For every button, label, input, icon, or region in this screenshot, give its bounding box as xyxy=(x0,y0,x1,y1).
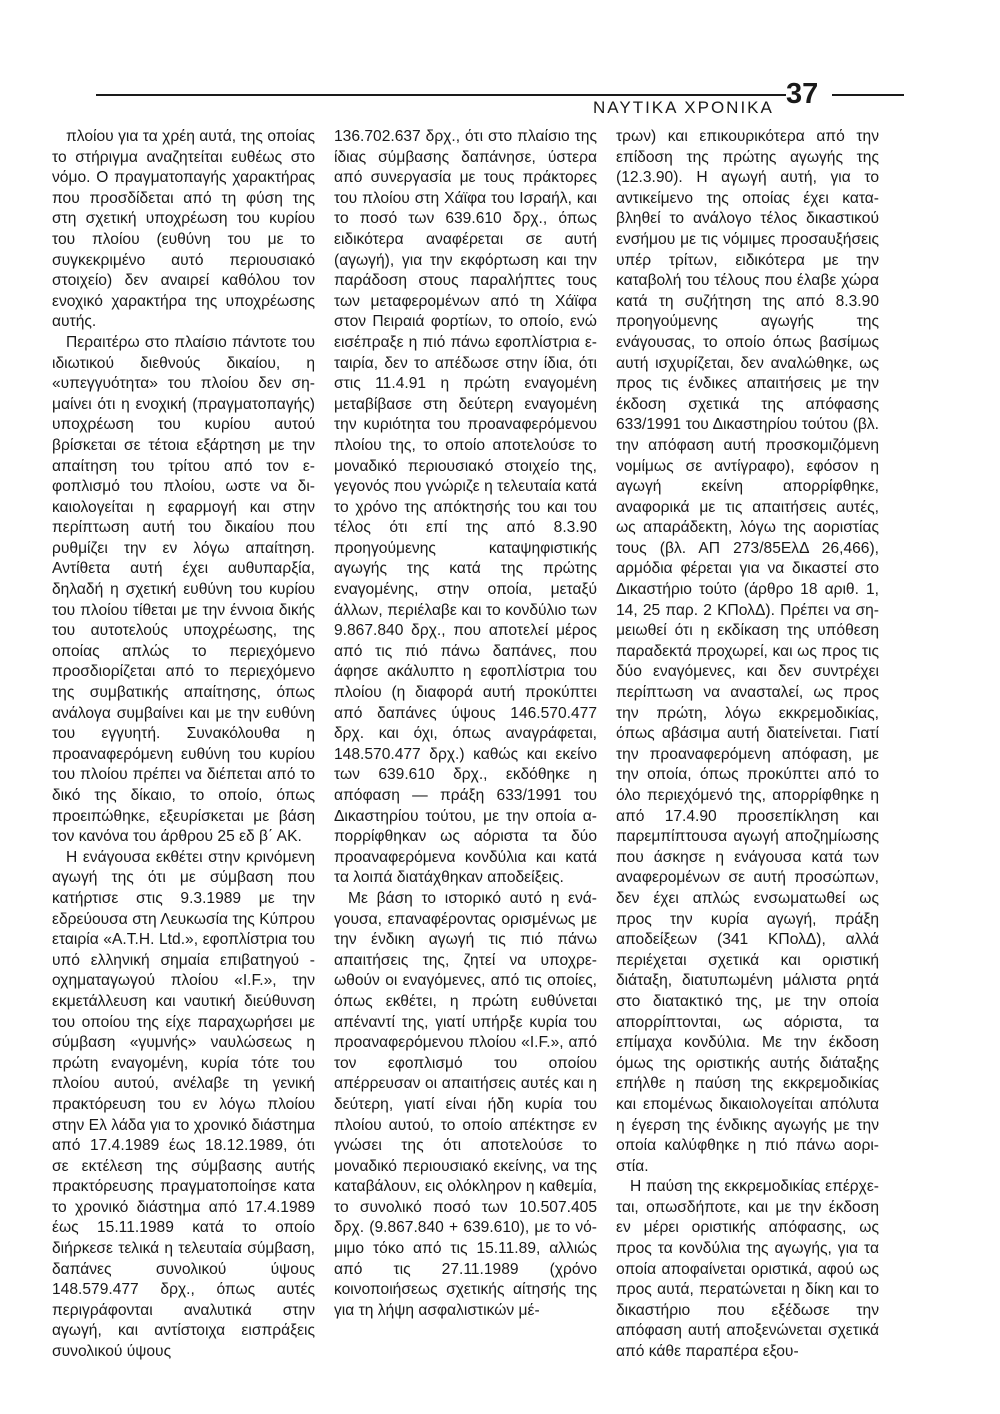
paragraph: Η παύση της εκκρεμοδικίας επέρχεται, οπωσδήποτε, και με την έκδοση εν μέρει οριστικής απόφασης, ως προς τα κονδύλια της αγωγής, για τα οποία αποφαίνεται οριστικά, αφού ως προς αυτά, περατώνεται η δίκη και το δικαστήριο που εξέδωσε την απόφαση αυτή αποξενώνεται σχετικά από κάθε παραπέρα εξου- xyxy=(616,1178,879,1361)
paragraph: τρων) και επικουρικότερα από την επίδοση της πρώτης αγωγής της (12.3.90). Η αγωγή αυτή, για το αντικείμενο της οποίας έχει καταβληθεί το ανάλογο τέλος δικαστικού ενσήμου με τις νόμιμες προσαυξήσεις υπέρ τρίτων, ειδικότερα με την καταβολή του τέλους που έλαβε χώρα κατά τη συζήτηση της από 8.3.90 προηγούμενης αγωγής της ενάγουσας, το οποίο όπως βασίμως αυτή ισχυρίζεται, δεν αναλώθηκε, ως προς τις ένδικες απαιτήσεις με την έκδοση σχετικά της απόφασης 633/1991 του Δικαστηρίου τούτου (βλ. την απόφαση αυτή προσκομιζόμενη νομίμως σε αντίγραφο), εφόσον η αγωγή εκείνη απορρίφθηκε, αναφορικά με τις απαιτήσεις αυτές, ως απαράδεκτη, λόγω της αοριστίας τους (βλ. ΑΠ 273/85ΕλΔ 26,466), αρμόδια φέρεται για να δικαστεί στο Δικαστήριο τούτο (άρθρο 18 αριθ. 1, 14, 25 παρ. 2 ΚΠολΔ). Πρέπει να σημειωθεί ότι η εκδίκαση της υπόθεση παραδεκτά προχωρεί, και ως προς τις δύο εναγόμενες, και δεν συντρέχει περίπτωση να ανασταλεί, ως προς την πρώτη, λόγω εκκρεμοδικίας, όπως αβάσιμα αυτή διατείνεται. Γιατί την προαναφερόμενη απόφαση, με την οποία, όπως προκύπτει από το όλο περιεχόμενό της, απορρίφθηκε η από 17.4.90 προσεπίκληση και παρεμπίπτουσα αγωγή αποζημίωσης που άσκησε η ενάγουσα κατά των αναφερομένων σε αυτή προσώπων, δεν έχει απλώς ενσωματωθεί ως προς την κυρία αγωγή, πράξη αποδείξεων (341 ΚΠολΔ), αλλά περιέχεται σχετικά και οριστική διάταξη, διατυπωμένη μάλιστα ρητά στο διατακτικό της, με την οποία απορρίπτονται, ως αόριστα, τα επίμαχα κονδύλια. Με την έκδοση όμως της οριστικής αυτής διάταξης επήλθε η παύση της εκκρεμοδικίας και επομένως δικαιολογείται απόλυτα η έγερση της ένδικης αγωγής με την οποία καλύφθηκε η πιό πάνω αοριστία. xyxy=(616,128,879,1175)
page-number: 37 xyxy=(786,78,819,110)
paragraph: 136.702.637 δρχ., ότι στο πλαίσιο της ίδιας σύμβασης δαπάνησε, ύστερα από συνεργασία με τους πράκτορες του πλοίου στη Χάϊφα του Ισραήλ, και το ποσό των 639.610 δρχ., όπως ειδικότερα αναφέρεται σε αυτή (αγωγή), για την εκφόρτωση και την παράδοση στους παραλήπτες τους των μεταφερομένων από τη Χάϊφα στον Πειραιά φορτίων, το οποίο, ενώ εισέπραξε η πιό πάνω εφοπλίστρια εταιρία, δεν το απέδωσε στην ίδια, ότι στις 11.4.91 η πρώτη εναγομένη μεταβίβασε στη δεύτερη εναγομένη την κυριότητα του προαναφερόμενου πλοίου της, το οποίο αποτελούσε το μοναδικό περιουσιακό στοιχείο της, γεγονός που γνώριζε η τελευταία κατά το χρόνο της απόκτησής του και του τέλος ότι επί της από 8.3.90 προηγούμενης καταψηφιστικής αγωγής της κατά της πρώτης εναγομένης, στην οποία, μεταξύ άλλων, περιέλαβε και το κονδύλιο των 9.867.840 δρχ., που αποτελεί μέρος από τις πιό πάνω δαπάνες, που άφησε ακάλυπτο η εφοπλίστρια του πλοίου (η διαφορά αυτή προκύπτει από δαπάνες ύψους 146.570.477 δρχ. και όχι, όπως αναγράφεται, 148.570.477 δρχ.) καθώς και εκείνο των 639.610 δρχ., εκδόθηκε η απόφαση — πράξη 633/1991 του Δικαστηρίου τούτου, με την οποία απορρίφθηκαν ως αόριστα τα δύο προαναφερόμενα κονδύλια και κατά τα λοιπά διατάχθηκαν αποδείξεις. xyxy=(334,128,597,887)
paragraph: Περαιτέρω στο πλαίσιο πάντοτε του ιδιωτικού διεθνούς δικαίου, η «υπεγγυότητα» του πλοίου δεν σημαίνει ότι η ενοχική (πραγματοπαγής) υποχρέωση του κυρίου αυτού βρίσκεται σε τέτοια εξάρτηση με την απαίτηση του τρίτου από τον εφοπλισμό του πλοίου, ωστε να δικαιολογείται η εφαρμογή και στην περίπτωση αυτή του δικαίου που ρυθμίζει την εν λόγω απαίτηση. Αντίθετα αυτή έχει αυθυπαρξία, δηλαδή η σχετική ευθύνη του κυρίου του πλοίου τίθεται με την έννοια δικής του αυτοτελούς υποχρέωσης, της οποίας απλώς το περιεχόμενο προσδιορίζεται από το περιεχόμενο της συμβατικής απαίτησης, όπως ανάλογα συμβαίνει και με την ευθύνη του εγγυητή. Συνακόλουθα η προαναφερόμενη ευθύνη του κυρίου του πλοίου πρέπει να διέπεται από το δικό της δίκαιο, το οποίο, όπως προειπώθηκε, εξευρίσκεται με βάση τον κανόνα του άρθρου 25 εδ β΄ ΑΚ. xyxy=(52,333,315,846)
text-column-3 xyxy=(616,127,879,1363)
text-column-1 xyxy=(52,127,315,1363)
running-title: ΝΑΥΤΙΚΑ ΧΡΟΝΙΚΑ xyxy=(593,98,774,117)
paragraph: πλοίου για τα χρέη αυτά, της οποίας το στήριγμα αναζητείται ευθέως στο νόμο. Ο πραγματοπαγής χαρακτήρας που προσδίδεται από τη φύση της στη σχετική υποχρέωση του κυρίου του πλοίου (ευθύνη του με το συγκεκριμένο αυτό περιουσιακό στοιχείο) δεν αναιρεί καθόλου τον ενοχικό χαρακτήρα της υποχρέωσης αυτής. xyxy=(52,128,315,331)
header-rule-left xyxy=(96,94,786,96)
paragraph: Η ενάγουσα εκθέτει στην κρινόμενη αγωγή της ότι με σύμβαση που κατήρτισε στις 9.3.1989 με την εδρεύουσα στη Λευκωσία της Κύπρου εταιρία «Α.Τ.Η. Ltd.», εφοπλίστρια του υπό ελληνική σημαία επιβατηγού - οχηματαγωγού πλοίου «I.F.», την εκμετάλλευση και ναυτική διεύθυνση του οποίου της είχε παραχωρήσει με σύμβαση «γυμνής» ναυλώσεως η πρώτη εναγομένη, κυρία τότε του πλοίου αυτού, ανέλαβε τη γενική πρακτόρευση του εν λόγω πλοίου στην Ελ λάδα για το χρονικό διάστημα από 17.4.1989 έως 18.12.1989, ότι σε εκτέλεση της σύμβασης αυτής πρακτόρευσης πραγματοποίησε κατα το χρονικό διάστημα από 17.4.1989 έως 15.11.1989 κατά το οποίο διήρκεσε τελικά η τελευταία σύμβαση, δαπάνες συνολικού ύψους 148.579.477 δρχ., όπως αυτές περιγράφονται αναλυτικά στην αγωγή, και αντίστοιχα εισπράξεις συνολικού ύψους xyxy=(52,848,315,1361)
text-column-2 xyxy=(334,127,597,1321)
paragraph: Με βάση το ιστορικό αυτό η ενάγουσα, επαναφέροντας ορισμένως με την ένδικη αγωγή τις πιό πάνω απαιτήσεις της, ζητεί να υποχρεωθούν οι εναγόμενες, από τις οποίες, όπως εκθέτει, η πρώτη ευθύνεται απέναντί της, γιατί υπήρξε κυρία του προαναφερόμενου πλοίου «I.F.», από τον εφοπλισμό του οποίου απέρρευσαν οι απαιτήσεις αυτές και η δεύτερη, γιατί είναι ήδη κυρία του πλοίου αυτού, το οποίο απέκτησε εν γνώσει της ότι αποτελούσε το μοναδικό περιουσιακό εκείνης, να της καταβάλουν, εις ολόκληρον η καθεμία, το συνολικό ποσό των 10.507.405 δρχ. (9.867.840 + 639.610), με το νόμιμο τόκο από τις 15.11.89, αλλιώς από τις 27.11.1989 (χρόνο κοινοποιήσεως σχετικής αίτησής της για τη λήψη ασφαλιστικών μέ- xyxy=(334,889,597,1319)
header-rule-right xyxy=(832,94,904,96)
